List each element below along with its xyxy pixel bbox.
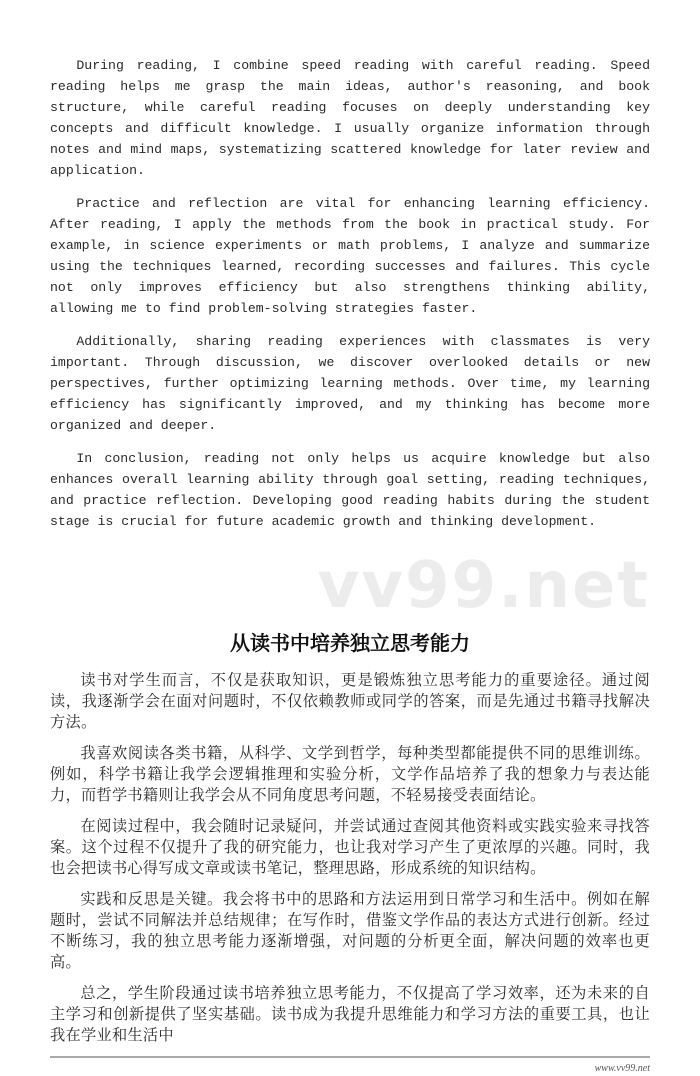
english-paragraph: In conclusion, reading not only helps us acquire knowledge but also enhances overall learning ability through goal setting, reading techniques, and practice reflection. Developing good reading habits during the student stage is crucial for future academic growth and thinking development. — [50, 451, 650, 529]
chinese-paragraph: 实践和反思是关键。我会将书中的思路和方法运用到日常学习和生活中。例如在解题时，尝试不同解法并总结规律；在写作时，借鉴文学作品的表达方式进行创新。经过不断练习，我的独立思考能力逐渐增强，对问题的分析更全面，解决问题的效率也更高。 — [50, 890, 650, 971]
footer-divider — [50, 1056, 650, 1058]
english-paragraph: Practice and reflection are vital for enhancing learning efficiency. After reading, I apply the methods from the book in practical study. For example, in science experiments or math problems, I analyze and summarize using the techniques learned, recording successes and failures. This cycle not only improves efficiency but also strengthens thinking ability, allowing me to find problem-solving strategies faster. — [50, 196, 650, 316]
document-page — [50, 0, 650, 1076]
chinese-title: 从读书中培养独立思考能力 — [230, 631, 470, 655]
footer-url: www.vv99.net — [594, 1063, 650, 1074]
english-paragraph: During reading, I combine speed reading with careful reading. Speed reading helps me grasp the main ideas, author's reasoning, and book structure, while careful reading focuses on deeply understanding key concepts and difficult knowledge. I usually organize information through notes and mind maps, systematizing scattered knowledge for later review and application. — [50, 58, 650, 178]
chinese-paragraph: 读书对学生而言，不仅是获取知识，更是锻炼独立思考能力的重要途径。通过阅读，我逐渐学会在面对问题时，不仅依赖教师或同学的答案，而是先通过书籍寻找解决方法。 — [50, 671, 650, 731]
english-paragraph: Additionally, sharing reading experiences with classmates is very important. Through discussion, we discover overlooked details or new perspectives, further optimizing learning methods. Over time, my learning efficiency has significantly improved, and my thinking has become more organized and deeper. — [50, 334, 650, 433]
chinese-paragraph: 在阅读过程中，我会随时记录疑问，并尝试通过查阅其他资料或实践实验来寻找答案。这个过程不仅提升了我的研究能力，也让我对学习产生了更浓厚的兴趣。同时，我也会把读书心得写成文章或读书笔记，整理思路，形成系统的知识结构。 — [50, 817, 650, 877]
chinese-paragraph: 我喜欢阅读各类书籍，从科学、文学到哲学，每种类型都能提供不同的思维训练。例如，科学书籍让我学会逻辑推理和实验分析，文学作品培养了我的想象力与表达能力，而哲学书籍则让我学会从不同角度思考问题，不轻易接受表面结论。 — [50, 744, 650, 804]
watermark: vv99.net — [317, 549, 650, 623]
chinese-paragraph: 总之，学生阶段通过读书培养独立思考能力，不仅提高了学习效率，还为未来的自主学习和创新提供了坚实基础。读书成为我提升思维能力和学习方法的重要工具，也让我在学业和生活中 — [50, 984, 650, 1044]
